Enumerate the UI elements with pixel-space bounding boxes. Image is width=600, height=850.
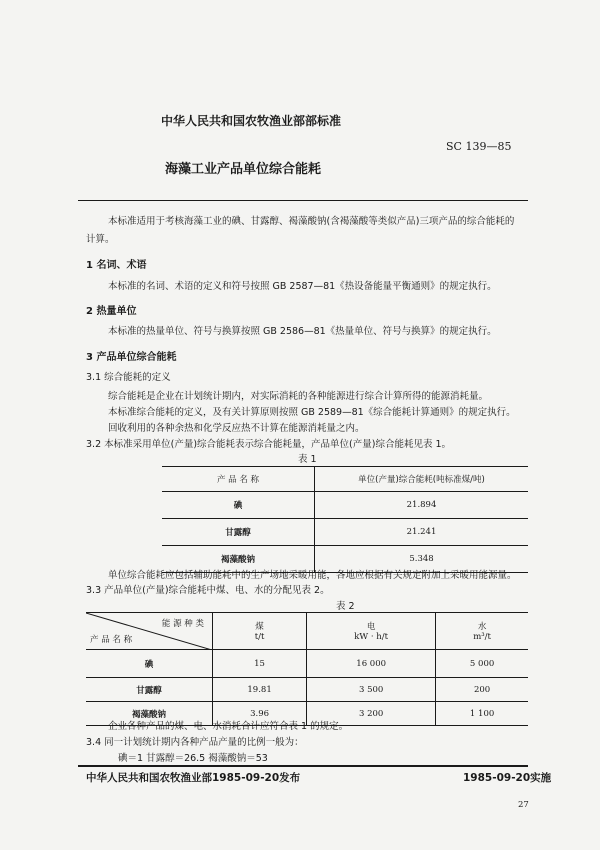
intro-line-1: 本标准适用于考核海藻工业的碘、甘露醇、褐藻酸钠(含褐藻酸等类似产品)三项产品的综合能耗的 [108, 216, 515, 227]
header-unit: t/t [254, 632, 265, 642]
table-2-cell-coal: 19.81 [213, 678, 307, 702]
table-2-header-energy-type: 能 源 种 类 [161, 619, 204, 629]
section-3-1-heading: 3.1 综合能耗的定义 [86, 372, 171, 383]
section-3-1-line-2: 本标准综合能耗的定义，及有关计算原则按照 GB 2589—81《综合能耗计算通则》的规定执行。 [108, 407, 516, 418]
section-3-1-line-1: 综合能耗是企业在计划统计期内，对实际消耗的各种能源进行综合计算所得的能源消耗量。 [108, 391, 489, 402]
table-1-cell-value: 21.241 [315, 519, 529, 546]
table-2-cell-electricity: 16 000 [307, 650, 436, 678]
table-2-cell-coal: 3.96 [213, 702, 307, 726]
section-2-heading: 2 热量单位 [86, 306, 137, 317]
table-2-header-product: 产 品 名 称 [90, 635, 133, 645]
table-2 [86, 612, 528, 726]
table-1-cell-product: 褐藻酸钠 [162, 546, 315, 573]
section-3-1-line-3: 回收利用的各种余热和化学反应热不计算在能源消耗量之内。 [108, 423, 365, 434]
table-2-header-water [436, 613, 528, 650]
section-3-3-text: 3.3 产品单位(产量)综合能耗中煤、电、水的分配见表 2。 [86, 585, 330, 596]
table-1-header-value: 单位(产量)综合能耗(吨标准煤/吨) [315, 467, 529, 492]
table-2-caption: 表 2 [336, 601, 355, 612]
section-1-heading: 1 名词、术语 [86, 260, 147, 271]
table-1-cell-value: 5.348 [409, 554, 434, 564]
footer-rule [78, 765, 528, 767]
production-ratio: 碘＝1 甘露醇＝26.5 褐藻酸钠＝53 [118, 753, 268, 764]
table-2-note: 企业各种产品的煤、电、水消耗合计应符合表 1 的规定。 [108, 721, 349, 732]
section-1-text: 本标准的名词、术语的定义和符号按照 GB 2587—81《热设备能量平衡通则》的规定执行。 [108, 281, 497, 292]
document-title: 海藻工业产品单位综合能耗 [165, 162, 322, 177]
table-2-cell-product: 甘露醇 [86, 678, 213, 702]
section-2-text: 本标准的热量单位、符号与换算按照 GB 2586—81《热量单位、符号与换算》的规定执行。 [108, 326, 497, 337]
header-rule [78, 200, 528, 201]
table-2-cell-electricity: 3 200 [307, 702, 436, 726]
table-row [86, 678, 528, 702]
table-2-cell-product: 褐藻酸钠 [86, 702, 213, 726]
section-3-heading: 3 产品单位综合能耗 [86, 352, 177, 363]
intro-line-2: 计算。 [86, 234, 115, 245]
header-unit: kW · h/t [354, 632, 389, 642]
table-2-cell-water: 1 100 [469, 708, 495, 719]
standard-code: SC 139—85 [446, 140, 512, 153]
table-1-note: 单位综合能耗应包括辅助能耗中的生产场地采暖用能，各地应根据有关规定附加上采暖用能源量。 [108, 570, 517, 581]
table-row [86, 650, 528, 678]
table-2-cell-coal: 15 [213, 650, 307, 678]
table-2-cell-water: 200 [436, 678, 528, 702]
header-label: 水 [477, 622, 487, 632]
table-row [162, 519, 528, 546]
table-1 [162, 466, 528, 573]
header-label: 电 [366, 622, 376, 632]
section-3-2-text: 3.2 本标准采用单位(产量)综合能耗表示综合能耗量，产品单位(产量)综合能耗见表 1。 [86, 439, 452, 450]
table-2-header-coal [213, 613, 307, 650]
issuing-authority: 中华人民共和国农牧渔业部部标准 [161, 114, 342, 128]
table-1-cell-value: 21.894 [315, 492, 529, 519]
table-1-header-product: 产 品 名 称 [162, 467, 315, 492]
header-label: 煤 [255, 622, 264, 632]
table-1-caption: 表 1 [298, 454, 317, 465]
section-3-4-text: 3.4 同一计划统计期内各种产品产量的比例一般为： [86, 737, 304, 748]
effective-date: 1985-09-20实施 [463, 772, 552, 784]
table-2-diagonal-header [86, 613, 213, 650]
table-2-cell-electricity: 3 500 [307, 678, 436, 702]
table-2-header-electricity [307, 613, 436, 650]
table-1-cell-product: 甘露醇 [162, 519, 315, 546]
header-unit: m³/t [473, 632, 491, 642]
table-row [162, 492, 528, 519]
table-1-cell-product: 碘 [162, 492, 315, 519]
page-number: 27 [518, 800, 529, 810]
issue-statement: 中华人民共和国农牧渔业部1985-09-20发布 [86, 772, 301, 784]
table-2-cell-water: 5 000 [436, 650, 528, 678]
table-2-cell-product: 碘 [86, 650, 213, 678]
